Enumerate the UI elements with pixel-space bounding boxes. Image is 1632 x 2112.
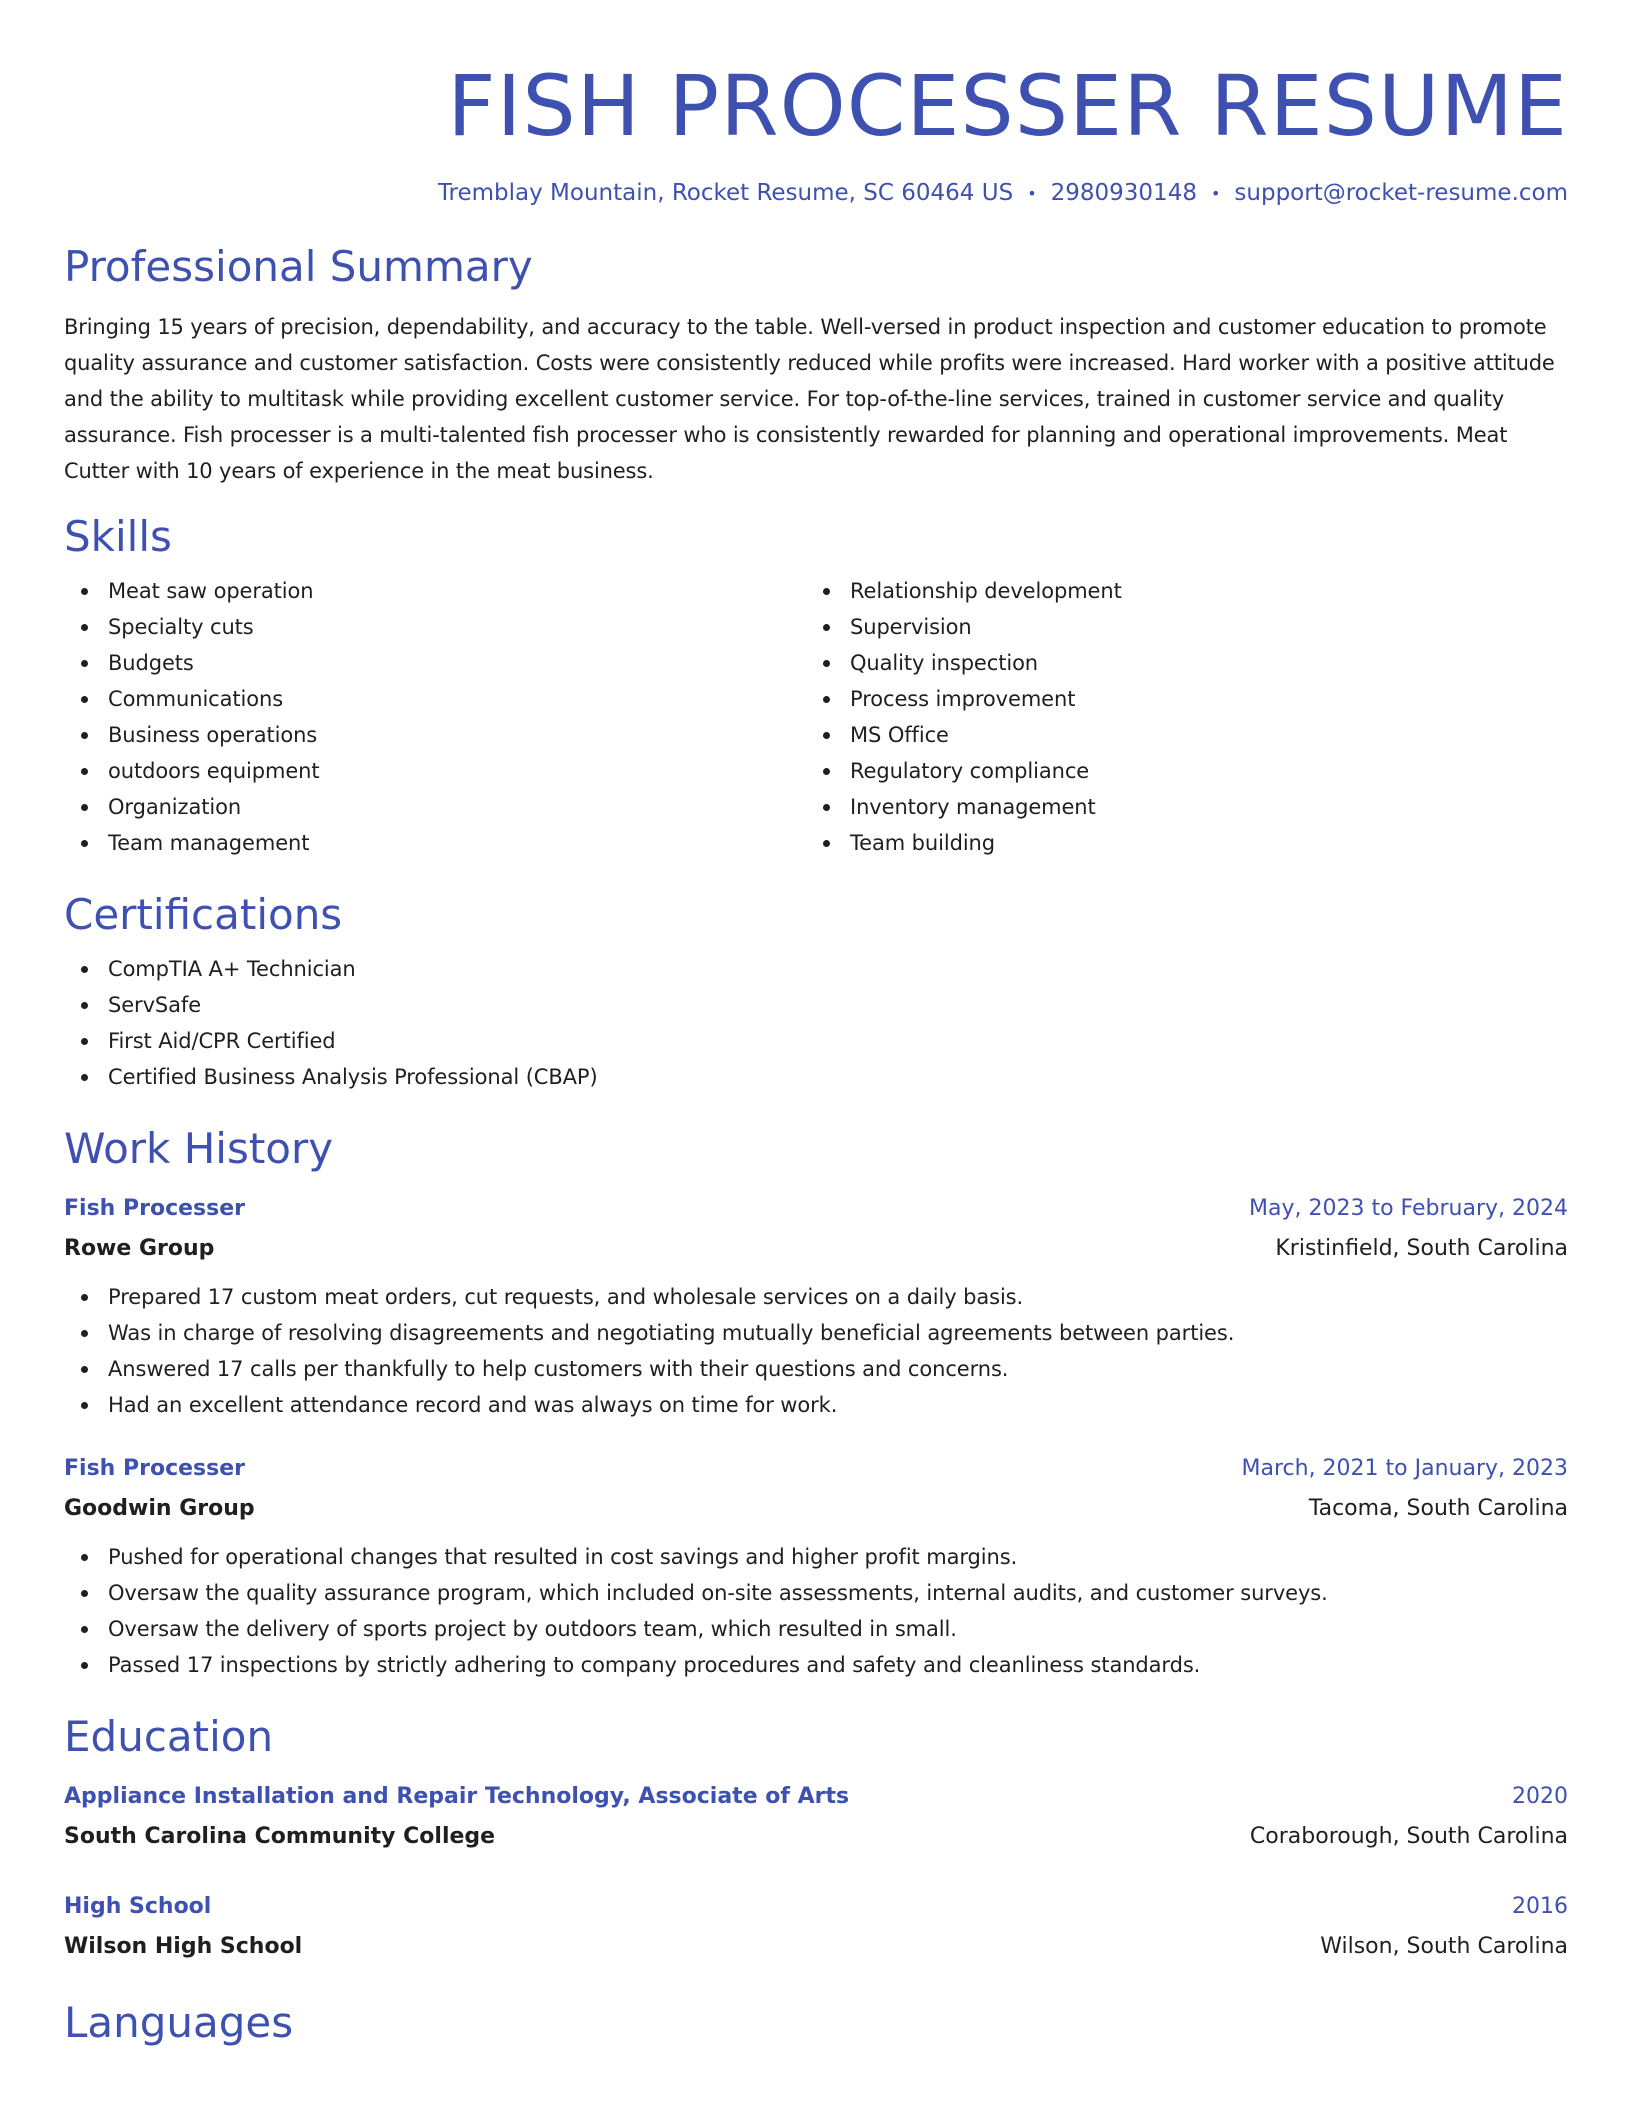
resume-page: [64, 0, 1568, 2049]
graduation-year: 2016: [1512, 1893, 1568, 1919]
education-entry-header: [64, 1887, 1568, 1927]
skills-column-left: [64, 573, 806, 861]
skill-item: Meat saw operation: [64, 573, 806, 609]
skill-item: Team management: [64, 825, 806, 861]
school-location: Wilson, South Carolina: [1320, 1933, 1568, 1959]
school-name: South Carolina Community College: [64, 1823, 496, 1849]
school-name: Wilson High School: [64, 1933, 303, 1959]
education-entry-subheader: [64, 1927, 1568, 1967]
work-entry-header: [64, 1449, 1568, 1489]
job-bullets: [64, 1279, 1568, 1423]
skills-list: [64, 573, 1568, 861]
skills-column-right: [806, 573, 1548, 861]
contact-line: [64, 176, 1568, 211]
job-bullet: Passed 17 inspections by strictly adhering to company procedures and safety and cleanliness standards.: [64, 1647, 1568, 1683]
skill-item: Regulatory compliance: [806, 753, 1548, 789]
job-dates: March, 2021 to January, 2023: [1241, 1455, 1568, 1481]
job-bullets: [64, 1539, 1568, 1683]
contact-email[interactable]: support@rocket-resume.com: [1234, 180, 1568, 206]
skill-item: Budgets: [64, 645, 806, 681]
job-location: Tacoma, South Carolina: [1308, 1495, 1568, 1521]
skill-item: Team building: [806, 825, 1548, 861]
skill-item: Supervision: [806, 609, 1548, 645]
skill-item: outdoors equipment: [64, 753, 806, 789]
certification-item: First Aid/CPR Certified: [64, 1023, 1568, 1059]
resume-title: FISH PROCESSER RESUME: [447, 57, 1568, 155]
skill-item: Process improvement: [806, 681, 1548, 717]
degree-name: High School: [64, 1893, 212, 1919]
certification-item: CompTIA A+ Technician: [64, 951, 1568, 987]
company-name: Goodwin Group: [64, 1495, 255, 1521]
section-title-work-history: Work History: [64, 1123, 334, 1173]
summary-text: Bringing 15 years of precision, dependability, and accuracy to the table. Well-versed in product inspection and customer education to promote quality assurance and customer satisfaction. Costs were consistently reduced while profits were increased. Hard worker with a positive attitude and the ability to multitask while providing excellent customer service. For top-of-the-line services, trained in customer service and quality assurance. Fish processer is a multi-talented fish processer who is consistently rewarded for planning and operational improvements. Meat Cutter with 10 years of experience in the meat business.: [64, 314, 1555, 483]
job-bullet: Pushed for operational changes that resulted in cost savings and higher profit margins.: [64, 1539, 1568, 1575]
section-title-summary: Professional Summary: [64, 241, 533, 291]
job-bullet: Prepared 17 custom meat orders, cut requests, and wholesale services on a daily basis.: [64, 1279, 1568, 1315]
education-entry: [64, 1887, 1568, 1967]
job-bullet: Oversaw the quality assurance program, which included on-site assessments, internal audits, and customer surveys.: [64, 1575, 1568, 1611]
job-bullet: Had an excellent attendance record and was always on time for work.: [64, 1387, 1568, 1423]
job-location: Kristinfield, South Carolina: [1275, 1235, 1568, 1261]
education-entry-subheader: [64, 1817, 1568, 1857]
job-title: Fish Processer: [64, 1195, 245, 1221]
job-dates: May, 2023 to February, 2024: [1249, 1195, 1568, 1221]
job-bullet: Oversaw the delivery of sports project by outdoors team, which resulted in small.: [64, 1611, 1568, 1647]
work-entry-header: [64, 1189, 1568, 1229]
section-title-education: Education: [64, 1711, 274, 1761]
skill-item: MS Office: [806, 717, 1548, 753]
certification-item: ServSafe: [64, 987, 1568, 1023]
skill-item: Quality inspection: [806, 645, 1548, 681]
degree-name: Appliance Installation and Repair Technology, Associate of Arts: [64, 1783, 850, 1809]
graduation-year: 2020: [1512, 1783, 1568, 1809]
job-title: Fish Processer: [64, 1455, 245, 1481]
skill-item: Communications: [64, 681, 806, 717]
job-bullet: Was in charge of resolving disagreements and negotiating mutually beneficial agreements between parties.: [64, 1315, 1568, 1351]
education-entry-header: [64, 1777, 1568, 1817]
skill-item: Specialty cuts: [64, 609, 806, 645]
contact-phone[interactable]: 2980930148: [1050, 180, 1197, 206]
work-entry: [64, 1449, 1568, 1683]
work-entry-subheader: [64, 1229, 1568, 1269]
section-title-skills: Skills: [64, 511, 172, 561]
school-location: Coraborough, South Carolina: [1249, 1823, 1568, 1849]
work-entry: [64, 1189, 1568, 1423]
contact-separator: •: [1210, 183, 1221, 203]
skill-item: Business operations: [64, 717, 806, 753]
contact-address: Tremblay Mountain, Rocket Resume, SC 60464 US: [437, 180, 1014, 206]
skill-item: Inventory management: [806, 789, 1548, 825]
skill-item: Organization: [64, 789, 806, 825]
work-entry-subheader: [64, 1489, 1568, 1529]
skill-item: Relationship development: [806, 573, 1548, 609]
section-title-languages: Languages: [64, 1997, 294, 2047]
contact-separator: •: [1027, 183, 1037, 203]
education-entry: [64, 1777, 1568, 1857]
section-title-certifications: Certifications: [64, 889, 343, 939]
certification-item: Certified Business Analysis Professional (CBAP): [64, 1059, 1568, 1095]
company-name: Rowe Group: [64, 1235, 215, 1261]
certifications-list: [64, 951, 1568, 1095]
job-bullet: Answered 17 calls per thankfully to help customers with their questions and concerns.: [64, 1351, 1568, 1387]
